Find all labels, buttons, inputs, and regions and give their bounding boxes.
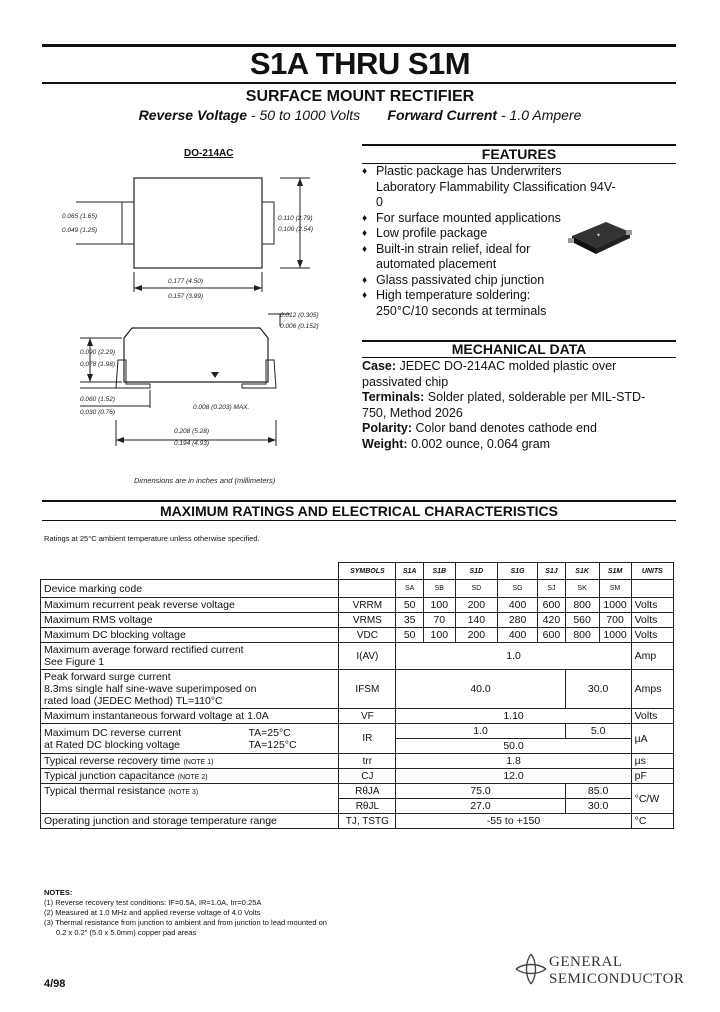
dim-caption: Dimensions are in inches and (millimeters) xyxy=(134,476,276,485)
mech-heading: MECHANICAL DATA xyxy=(451,341,587,357)
value-cell: 70 xyxy=(423,613,455,628)
col-header: S1K xyxy=(565,563,599,580)
table-row xyxy=(41,670,674,709)
unit-cell xyxy=(631,580,673,598)
logo-line-1: GENERAL xyxy=(549,954,623,970)
weight-label: Weight: xyxy=(362,436,408,451)
note-line: (3) Thermal resistance from junction to ambient and from junction to lead mounted on xyxy=(44,918,327,927)
feature-item: ♦ Low profile package xyxy=(362,226,622,242)
header-blank xyxy=(41,563,339,580)
dim-3: 0.110 (2.79) xyxy=(278,215,313,222)
value-cell: 50 xyxy=(396,598,424,613)
rating-line: Reverse Voltage - 50 to 1000 Volts Forward Current - 1.0 Ampere xyxy=(138,107,582,123)
param-line: See Figure 1 xyxy=(44,656,105,668)
dim-9: 0.090 (2.29) xyxy=(80,349,116,356)
value-cell: 800 xyxy=(565,598,599,613)
unit-cell: µs xyxy=(631,754,673,769)
ratings-note: Ratings at 25°C ambient temperature unless otherwise specified. xyxy=(44,534,260,543)
dim-6: 0.157 (3.99) xyxy=(168,293,204,300)
rv-value: 50 to 1000 Volts xyxy=(259,107,361,123)
param-label xyxy=(41,754,339,769)
case-label: Case: xyxy=(362,359,397,373)
col-header: S1G xyxy=(497,563,537,580)
symbol-cell: TJ, TSTG xyxy=(339,814,396,829)
note-ref: (NOTE 2) xyxy=(177,774,208,781)
table-row xyxy=(41,613,674,628)
col-header: S1J xyxy=(538,563,566,580)
dim-8: 0.006 (0.152) xyxy=(280,323,319,330)
col-header: S1B xyxy=(423,563,455,580)
col-header: SYMBOLS xyxy=(339,563,396,580)
param-line: Maximum average forward rectified current xyxy=(44,644,244,656)
features-heading: FEATURES xyxy=(481,146,557,162)
dim-1: 0.065 (1.65) xyxy=(62,213,98,220)
note-ref: (NOTE 1) xyxy=(183,759,214,766)
param-text: at Rated DC blocking voltage xyxy=(44,738,180,751)
value-cell: 75.0 xyxy=(396,784,565,799)
table-row xyxy=(41,643,674,670)
chip-image xyxy=(566,216,636,258)
value-cell: 27.0 xyxy=(396,799,565,814)
value-cell: 1.10 xyxy=(396,709,631,724)
param-line xyxy=(44,727,335,739)
symbol-cell: VDC xyxy=(339,628,396,643)
ratings-table xyxy=(40,562,674,829)
feature-item: ♦ High temperature soldering: 250°C/10 seconds at terminals xyxy=(362,288,556,319)
terminals-text: Solder plated, solderable per MIL-STD-750, Method 2026 xyxy=(362,390,646,420)
dim-4: 0.100 (2.54) xyxy=(278,226,314,233)
rv-label: Reverse Voltage xyxy=(138,107,248,123)
param-label xyxy=(41,643,339,670)
note-line: (2) Measured at 1.0 MHz and applied reverse voltage of 4.0 Volts xyxy=(44,908,261,917)
logo-line-2: SEMICONDUCTOR xyxy=(549,971,685,987)
col-header: S1A xyxy=(396,563,424,580)
note-line: (1) Reverse recovery test conditions: IF=0.5A, IR=1.0A, Irr=0.25A xyxy=(44,898,262,907)
dim-14: 0.208 (5.28) xyxy=(174,428,210,435)
dim-7: 0.012 (0.305) xyxy=(280,312,319,319)
value-cell: 420 xyxy=(538,613,566,628)
symbol-cell: VRRM xyxy=(339,598,396,613)
dim-11: 0.060 (1.52) xyxy=(80,396,116,403)
value-cell: SA xyxy=(396,580,424,598)
dim-5: 0.177 (4.50) xyxy=(168,278,204,285)
value-cell: SD xyxy=(455,580,497,598)
value-cell: 30.0 xyxy=(565,799,631,814)
value-cell: 1000 xyxy=(599,628,631,643)
mech-rule-bottom xyxy=(362,357,676,358)
fc-value: 1.0 Ampere xyxy=(509,107,582,123)
table-row xyxy=(41,784,674,799)
value-cell: 1.8 xyxy=(396,754,631,769)
value-cell: 560 xyxy=(565,613,599,628)
terminals-label: Terminals: xyxy=(362,390,425,404)
page-title: S1A THRU S1M xyxy=(249,46,471,81)
symbol-cell: I(AV) xyxy=(339,643,396,670)
unit-cell: °C/W xyxy=(631,784,673,814)
symbol-cell xyxy=(339,580,396,598)
symbol-cell: VRMS xyxy=(339,613,396,628)
value-cell: 1.0 xyxy=(396,643,631,670)
note-ref: (NOTE 3) xyxy=(168,789,199,796)
notes-block xyxy=(44,888,327,938)
dim-13: 0.008 (0.203) MAX. xyxy=(193,404,250,411)
value-cell: SG xyxy=(497,580,537,598)
unit-cell: Volts xyxy=(631,709,673,724)
unit-cell: Amps xyxy=(631,670,673,709)
param-label: Operating junction and storage temperature range xyxy=(41,814,339,829)
unit-cell: Amp xyxy=(631,643,673,670)
package-label: DO-214AC xyxy=(184,148,234,159)
title-rule xyxy=(42,82,676,84)
feature-item: ♦ For surface mounted applications xyxy=(362,211,622,227)
dim-15: 0.194 (4.93) xyxy=(174,440,210,447)
ratings-heading: MAXIMUM RATINGS AND ELECTRICAL CHARACTERISTICS xyxy=(160,503,558,519)
value-cell: 50.0 xyxy=(396,739,631,754)
value-cell: SK xyxy=(565,580,599,598)
polarity-text: Color band denotes cathode end xyxy=(415,421,597,435)
param-label xyxy=(41,670,339,709)
value-cell: 600 xyxy=(538,628,566,643)
param-text: Maximum DC reverse current xyxy=(44,726,182,739)
unit-cell: Volts xyxy=(631,628,673,643)
symbol-cell: trr xyxy=(339,754,396,769)
unit-cell: pF xyxy=(631,769,673,784)
date-code: 4/98 xyxy=(44,978,66,990)
value-cell: 400 xyxy=(497,598,537,613)
param-line: 8.3ms single half sine-wave superimposed on xyxy=(44,683,257,695)
col-header: UNITS xyxy=(631,563,673,580)
value-cell: 100 xyxy=(423,628,455,643)
value-cell: 50 xyxy=(396,628,424,643)
param-line: Peak forward surge current xyxy=(44,671,171,683)
symbol-cell: RθJL xyxy=(339,799,396,814)
value-cell: SJ xyxy=(538,580,566,598)
svg-text:✦: ✦ xyxy=(596,232,602,239)
dim-10: 0.078 (1.98) xyxy=(80,361,116,368)
logo-icon xyxy=(514,952,548,986)
param-label xyxy=(41,724,339,754)
param-label: Maximum instantaneous forward voltage at 1.0A xyxy=(41,709,339,724)
feature-item: ♦ Plastic package has Underwriters Laboratory Flammability Classification 94V-0 xyxy=(362,164,622,211)
param-label xyxy=(41,784,339,814)
symbol-cell: RθJA xyxy=(339,784,396,799)
value-cell: 200 xyxy=(455,628,497,643)
ratings-rule-bottom xyxy=(42,520,676,521)
param-text: Typical thermal resistance xyxy=(44,785,166,797)
fc-label: Forward Current xyxy=(387,107,498,123)
value-cell: 30.0 xyxy=(565,670,631,709)
unit-cell: µA xyxy=(631,724,673,754)
condition: TA=25°C xyxy=(248,726,291,739)
symbol-cell: IFSM xyxy=(339,670,396,709)
table-row xyxy=(41,628,674,643)
param-label: Device marking code xyxy=(41,580,339,598)
table-row xyxy=(41,580,674,598)
col-header: S1D xyxy=(455,563,497,580)
param-label xyxy=(41,769,339,784)
unit-cell: Volts xyxy=(631,598,673,613)
value-cell: 280 xyxy=(497,613,537,628)
table-row xyxy=(41,769,674,784)
subtitle: SURFACE MOUNT RECTIFIER xyxy=(245,88,475,105)
param-line xyxy=(44,739,335,751)
value-cell: 800 xyxy=(565,628,599,643)
param-text: Typical reverse recovery time xyxy=(44,755,181,767)
col-header: S1M xyxy=(599,563,631,580)
case-text: JEDEC DO-214AC molded plastic over passivated chip xyxy=(362,359,617,389)
unit-cell: °C xyxy=(631,814,673,829)
table-row xyxy=(41,754,674,769)
param-label: Maximum recurrent peak reverse voltage xyxy=(41,598,339,613)
dim-12: 0.030 (0.76) xyxy=(80,409,116,416)
notes-heading: NOTES: xyxy=(44,888,73,897)
value-cell: 35 xyxy=(396,613,424,628)
weight-text: 0.002 ounce, 0.064 gram xyxy=(411,436,551,451)
mech-body xyxy=(362,359,662,452)
value-cell: 40.0 xyxy=(396,670,565,709)
table-row xyxy=(41,598,674,613)
value-cell: 1000 xyxy=(599,598,631,613)
value-cell: -55 to +150 xyxy=(396,814,631,829)
value-cell: SM xyxy=(599,580,631,598)
value-cell: 85.0 xyxy=(565,784,631,799)
param-label: Maximum RMS voltage xyxy=(41,613,339,628)
param-label: Maximum DC blocking voltage xyxy=(41,628,339,643)
polarity-label: Polarity: xyxy=(362,421,413,435)
ratings-rule-top xyxy=(42,500,676,502)
symbol-cell: VF xyxy=(339,709,396,724)
table-row xyxy=(41,724,674,739)
value-cell: 140 xyxy=(455,613,497,628)
value-cell: 200 xyxy=(455,598,497,613)
condition: TA=125°C xyxy=(248,738,297,751)
table-header-row xyxy=(41,563,674,580)
value-cell: 600 xyxy=(538,598,566,613)
value-cell: SB xyxy=(423,580,455,598)
param-text: Typical junction capacitance xyxy=(44,770,175,782)
value-cell: 12.0 xyxy=(396,769,631,784)
dim-2: 0.049 (1.25) xyxy=(62,227,98,234)
unit-cell: Volts xyxy=(631,613,673,628)
symbol-cell: IR xyxy=(339,724,396,754)
value-cell: 5.0 xyxy=(565,724,631,739)
note-line: 0.2 x 0.2" (5.0 x 5.0mm) copper pad areas xyxy=(56,928,197,937)
feature-item: ♦ Built-in strain relief, ideal for automated placement xyxy=(362,242,546,273)
value-cell: 700 xyxy=(599,613,631,628)
table-row xyxy=(41,814,674,829)
table-row xyxy=(41,709,674,724)
param-line: rated load (JEDEC Method) TL=110°C xyxy=(44,695,223,707)
value-cell: 1.0 xyxy=(396,724,565,739)
symbol-cell: CJ xyxy=(339,769,396,784)
value-cell: 100 xyxy=(423,598,455,613)
feature-item: ♦ Glass passivated chip junction xyxy=(362,273,622,289)
value-cell: 400 xyxy=(497,628,537,643)
